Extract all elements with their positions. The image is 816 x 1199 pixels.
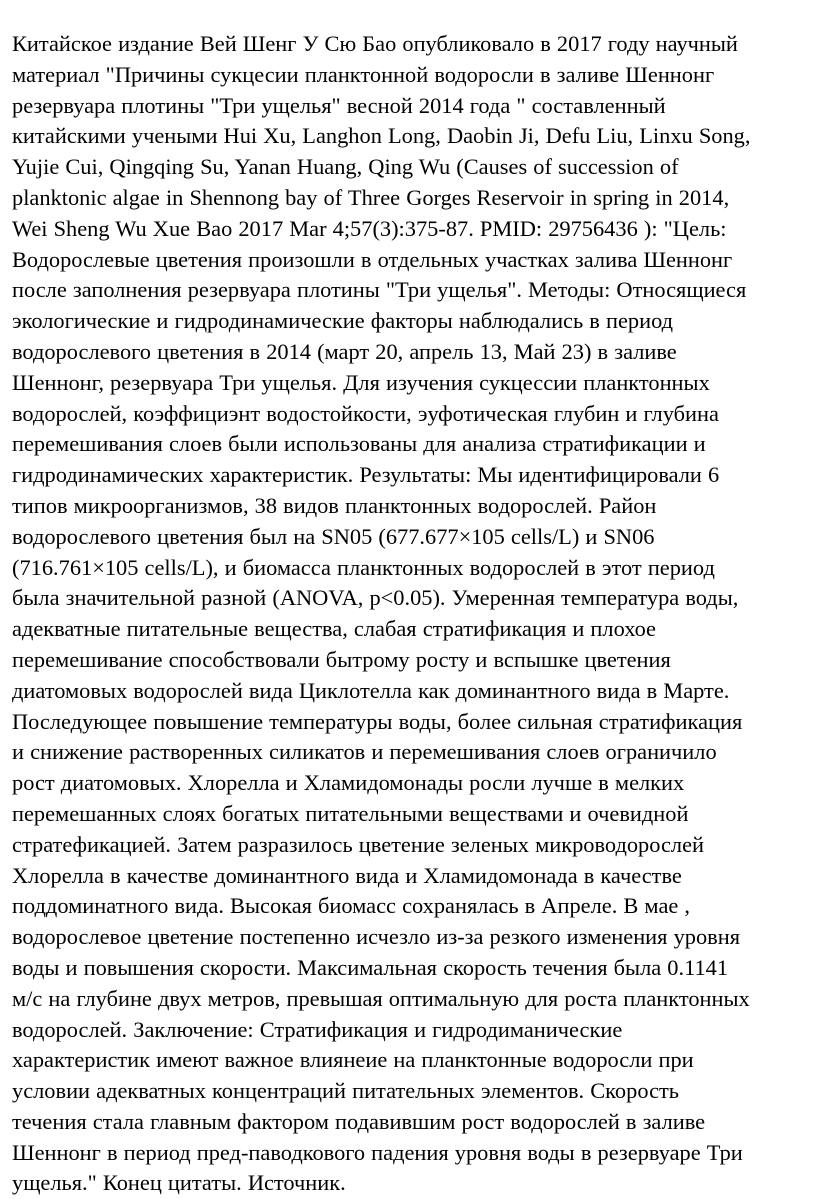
text-line: водорослевого цветения в 2014 (март 20, апрель 13, Май 23) в заливе xyxy=(12,338,677,364)
text-line: Хлорелла в качестве доминантного вида и Хламидомонада в качестве xyxy=(12,862,682,888)
text-line: перемешанных слоях богатых питательными веществами и очевидной xyxy=(12,800,689,826)
text-line: резервуара плотины "Три ущелья" весной 2014 года " составленный xyxy=(12,92,666,118)
body-paragraph xyxy=(12,29,806,1199)
text-line: условии адекватных концентраций питательных элементов. Скорость xyxy=(12,1078,680,1104)
text-line: Водорослевые цветения произошли в отдельных участках залива Шеннонг xyxy=(12,246,733,272)
text-line: Последующее повышение температуры воды, более сильная стратификация xyxy=(12,708,743,734)
text-line: рост диатомовых. Хлорелла и Хламидомонады росли лучше в мелких xyxy=(12,770,685,796)
text-line: водорослей. Заключение: Стратификация и гидродиманические xyxy=(12,1016,623,1042)
text-line: (716.761×105 cells/L), и биомасса планктонных водорослей в этот период xyxy=(12,554,715,580)
text-line: Шеннонг, резервуара Три ущелья. Для изучения сукцессии планктонных xyxy=(12,369,710,395)
text-line: водорослевого цветения был на SN05 (677.677×105 cells/L) и SN06 xyxy=(12,523,655,549)
text-line: экологические и гидродинамические факторы наблюдались в период xyxy=(12,308,674,334)
text-line: после заполнения резервуара плотины "Три ущелья". Методы: Относящиеся xyxy=(12,277,747,303)
text-line: китайскими учеными Hui Xu, Langhon Long, Daobin Ji, Defu Liu, Linxu Song, xyxy=(12,123,751,149)
text-line: водорослей, коэффициэнт водостойкости, эуфотическая глубин и глубина xyxy=(12,400,719,426)
text-line: Yujie Cui, Qingqing Su, Yanan Huang, Qing Wu (Causes of succession of xyxy=(12,154,679,180)
text-line: характеристик имеют важное влиянеие на планктонные водоросли при xyxy=(12,1047,694,1073)
text-line: перемешивание способствовали бытрому росту и вспышке цветения xyxy=(12,646,671,672)
text-line: была значительной разной (ANOVA, p<0.05). Умеренная температура воды, xyxy=(12,585,739,611)
text-line: перемешивания слоев были использованы для анализа стратификации и xyxy=(12,431,706,457)
text-line: стратефикацией. Затем разразилось цветение зеленых микроводорослей xyxy=(12,831,705,857)
text-line: planktonic algae in Shennong bay of Three Gorges Reservoir in spring in 2014, xyxy=(12,184,730,210)
text-line: Китайское издание Вей Шенг У Сю Бао опубликовало в 2017 году научный xyxy=(12,31,738,56)
text-line: типов микроорганизмов, 38 видов планктонных водорослей. Район xyxy=(12,492,657,518)
text-line: поддоминатного вида. Высокая биомасс сохранялась в Апреле. В мае , xyxy=(12,893,691,919)
text-line: водорослевое цветение постепенно исчезло из-за резкого изменения уровня xyxy=(12,924,741,950)
text-line: диатомовых водорослей вида Циклотелла как доминантного вида в Марте. xyxy=(12,677,730,703)
text-line: гидродинамических характеристик. Результаты: Мы идентифицировали 6 xyxy=(12,462,720,488)
text-line: адекватные питательные вещества, слабая стратификация и плохое xyxy=(12,616,656,642)
text-line: воды и повышения скорости. Максимальная скорость течения была 0.1141 xyxy=(12,954,729,980)
text-line: течения стала главным фактором подавившим рост водорослей в заливе xyxy=(12,1108,706,1134)
text-line: ущелья." Конец цитаты. Источник. xyxy=(12,1170,346,1196)
text-line: Шеннонг в период пред-паводкового падения уровня воды в резервуаре Три xyxy=(12,1139,743,1165)
text-line: материал "Причины сукцесии планктонной водоросли в заливе Шеннонг xyxy=(12,61,715,87)
text-line: Wei Sheng Wu Xue Bao 2017 Mar 4;57(3):375-87. PMID: 29756436 ): "Цель: xyxy=(12,215,727,241)
text-line: и снижение растворенных силикатов и перемешивания слоев ограничило xyxy=(12,739,717,765)
text-line: м/с на глубине двух метров, превышая оптимальную для роста планктонных xyxy=(12,985,750,1011)
